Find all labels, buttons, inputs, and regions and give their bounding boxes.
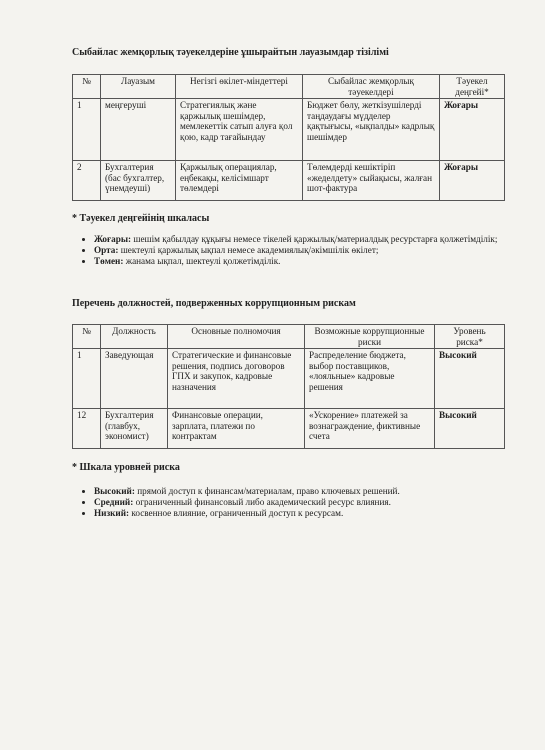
ru-table-header-row bbox=[73, 325, 505, 349]
scale-term: Төмен: bbox=[94, 256, 124, 267]
scale-text: прямой доступ к финансам/материалам, право ключевых решений. bbox=[134, 486, 400, 496]
row-position: меңгеруші bbox=[101, 99, 176, 161]
ru-risk-table bbox=[72, 324, 505, 449]
row-risk-level: Жоғары bbox=[440, 161, 505, 201]
row-risks: Распределение бюджета, выбор поставщиков, «лояльные» кадровые решения bbox=[305, 349, 435, 409]
kz-header-number: № bbox=[73, 75, 101, 99]
scale-term: Низкий: bbox=[94, 508, 130, 519]
scale-term: Орта: bbox=[94, 245, 119, 256]
table-row bbox=[73, 349, 505, 409]
scale-text: косвенное влияние, ограниченный доступ к ресурсам. bbox=[129, 508, 344, 519]
row-number: 2 bbox=[73, 161, 101, 201]
kz-header-position: Лауазым bbox=[101, 75, 176, 99]
ru-header-number: № bbox=[73, 325, 101, 349]
kz-table-header-row bbox=[73, 75, 505, 99]
row-powers: Стратегические и финансовые решения, подпись договоров ГПХ и закупок, кадровые назначения bbox=[168, 349, 305, 409]
row-risks: Бюджет бөлу, жеткізушілерді таңдаудағы мүдделер қақтығысы, «ықпалды» кадрлық шешімдер bbox=[303, 99, 440, 161]
ru-header-powers: Основные полномочия bbox=[168, 325, 305, 349]
table-row bbox=[73, 409, 505, 449]
kz-risk-table bbox=[72, 74, 505, 201]
row-position: Заведующая bbox=[101, 349, 168, 409]
row-number: 1 bbox=[73, 349, 101, 409]
ru-title: Перечень должностей, подверженных коррупционным рискам bbox=[72, 298, 356, 309]
row-powers: Финансовые операции, зарплата, платежи по контрактам bbox=[168, 409, 305, 449]
kz-header-level: Тәуекел деңгейі* bbox=[440, 75, 505, 99]
ru-scale-title: * Шкала уровней риска bbox=[72, 462, 180, 473]
kz-header-powers: Негізгі өкілет-міндеттері bbox=[176, 75, 303, 99]
row-risk-level: Высокий bbox=[435, 349, 505, 409]
ru-header-level: Уровень риска* bbox=[435, 325, 505, 349]
list-item bbox=[94, 245, 534, 256]
list-item bbox=[94, 234, 534, 245]
scale-text: ограниченный финансовый либо академический ресурс влияния. bbox=[133, 497, 391, 508]
row-number: 12 bbox=[73, 409, 101, 449]
ru-header-risks: Возможные коррупционные риски bbox=[305, 325, 435, 349]
scale-text: шектеулі қаржылық ықпал немесе академиялық/әкімшілік өкілет; bbox=[118, 245, 379, 256]
row-position: Бухгалтерия (бас бухгалтер, үнемдеуші) bbox=[101, 161, 176, 201]
kz-title: Сыбайлас жемқорлық тәуекелдеріне ұшырайтын лауазымдар тізілімі bbox=[72, 47, 389, 58]
row-powers: Стратегиялық және қаржылық шешімдер, мемлекеттік сатып алуға қол қою, кадр тағайындау bbox=[176, 99, 303, 161]
row-risk-level: Жоғары bbox=[440, 99, 505, 161]
list-item bbox=[94, 508, 534, 519]
list-item bbox=[94, 486, 534, 497]
ru-scale-list bbox=[72, 486, 534, 519]
row-risks: Төлемдерді кешіктіріп «жеделдету» сыйақысы, жалған шот-фактура bbox=[303, 161, 440, 201]
scale-term: Высокий: bbox=[94, 486, 135, 496]
row-position: Бухгалтерия (главбух, экономист) bbox=[101, 409, 168, 449]
row-risk-level: Высокий bbox=[435, 409, 505, 449]
kz-scale-title: * Тәуекел деңгейінің шкаласы bbox=[72, 213, 210, 224]
ru-header-position: Должность bbox=[101, 325, 168, 349]
scale-term: Жоғары: bbox=[94, 234, 132, 244]
kz-header-risks: Сыбайлас жемқорлық тәуекелдері bbox=[303, 75, 440, 99]
kz-scale-list bbox=[72, 234, 534, 267]
list-item bbox=[94, 497, 534, 508]
row-powers: Қаржылық операциялар, еңбекақы, келісімшарт төлемдері bbox=[176, 161, 303, 201]
table-row bbox=[73, 161, 505, 201]
table-row bbox=[73, 99, 505, 161]
row-number: 1 bbox=[73, 99, 101, 161]
row-risks: «Ускорение» платежей за вознаграждение, фиктивные счета bbox=[305, 409, 435, 449]
scale-text: жанама ықпал, шектеулі қолжетімділік. bbox=[123, 256, 281, 267]
scale-term: Средний: bbox=[94, 497, 134, 508]
scale-text: шешім қабылдау құқығы немесе тікелей қаржылық/материалдық ресурстарға қолжетімділік; bbox=[131, 234, 498, 244]
list-item bbox=[94, 256, 534, 267]
